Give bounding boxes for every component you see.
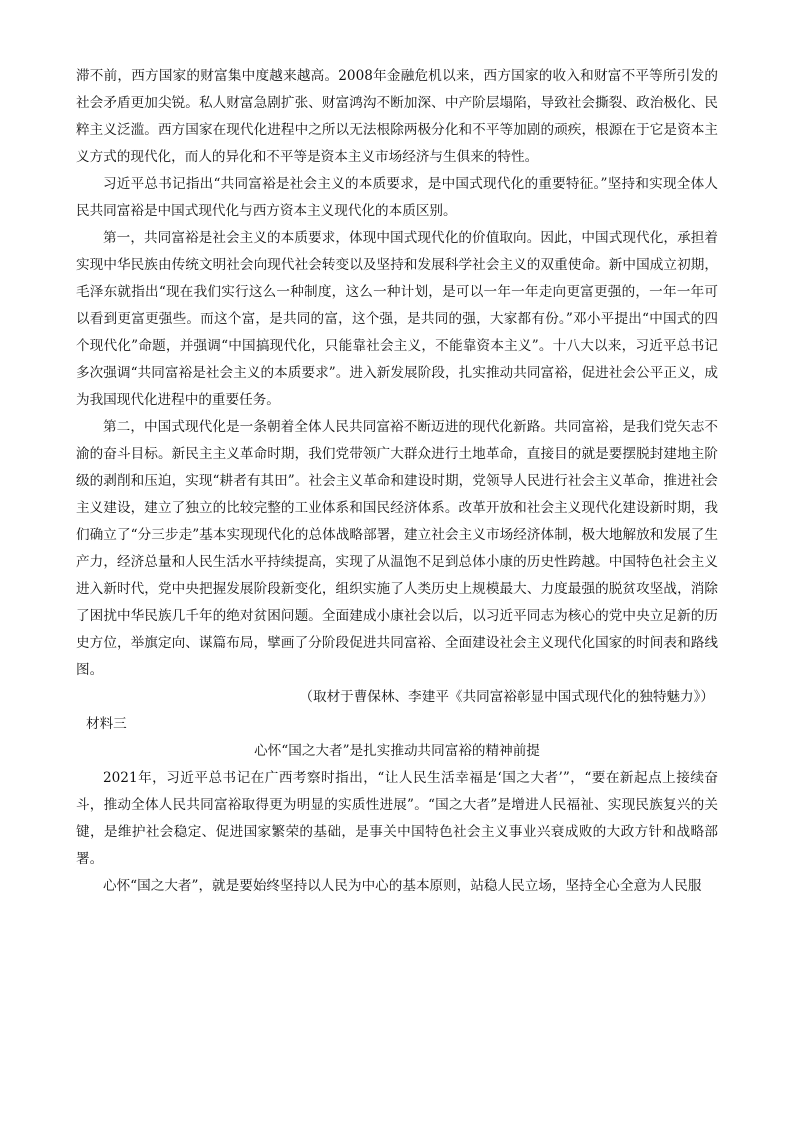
paragraph-point-two: 第二，中国式现代化是一条朝着全体人民共同富裕不断迈进的现代化新路。共同富裕，是我们党矢志不渝的奋斗目标。新民主主义革命时期，我们党带领广大群众进行土地革命，直接目的就是要摆脱封建地主阶级的剥削和压迫，实现“耕者有其田”。社会主义革命和建设时期，党领导人民进行社会主义革命，推进社会主义建设，建立了独立的比较完整的工业体系和国民经济体系。改革开放和社会主义现代化建设新时期，我们确立了“分三步走”基本实现现代化的总体战略部署，建立社会主义市场经济体制，极大地解放和发展了生产力，经济总量和人民生活水平持续提高，实现了从温饱不足到总体小康的历史性跨越。中国特色社会主义进入新时代，党中央把握发展阶段新变化，组织实施了人类历史上规模最大、力度最强的脱贫攻坚战，消除了困扰中华民族几千年的绝对贫困问题。全面建成小康社会以后，以习近平同志为核心的党中央立足新的历史方位，举旗定向、谋篇布局，擘画了分阶段促进共同富裕、全面建设社会主义现代化国家的时间表和路线图。 bbox=[76, 419, 718, 678]
paragraph-guangxi-visit: 2021年，习近平总书记在广西考察时指出，“让人民生活幸福是‘国之大者’”，“要在新起点上接续奋斗，推动全体人民共同富裕取得更为明显的实质性进展”。“国之大者”是增进人民福祉、实现民族复兴的关键，是维护社会稳定、促进国家繁荣的基础，是事关中国特色社会主义事业兴衰成败的大政方针和战略部署。 bbox=[76, 770, 718, 867]
document-page bbox=[76, 63, 718, 900]
source-citation: （取材于曹保林、李建平《共同富裕彰显中国式现代化的独特魅力》） bbox=[299, 689, 714, 705]
material-label: 材料三 bbox=[86, 716, 127, 732]
paragraph-common-prosperity-quote: 习近平总书记指出“共同富裕是社会主义的本质要求，是中国式现代化的重要特征。”坚持和实现全体人民共同富裕是中国式现代化与西方资本主义现代化的本质区别。 bbox=[76, 176, 718, 219]
paragraph-point-one: 第一，共同富裕是社会主义的本质要求，体现中国式现代化的价值取向。因此，中国式现代化，承担着实现中华民族由传统文明社会向现代社会转变以及坚持和发展科学社会主义的双重使命。新中国成立初期，毛泽东就指出“现在我们实行这么一种制度，这么一种计划，是可以一年一年走向更富更强的，一年一年可以看到更富更强些。而这个富，是共同的富，这个强，是共同的强，大家都有份。”邓小平提出“中国式的四个现代化”命题，并强调“中国搞现代化，只能靠社会主义，不能靠资本主义”。十八大以来，习近平总书记多次强调“共同富裕是社会主义的本质要求”。进入新发展阶段，扎实推动共同富裕，促进社会公平正义，成为我国现代化进程中的重要任务。 bbox=[76, 230, 718, 408]
paragraph-western-inequality: 滞不前，西方国家的财富集中度越来越高。2008年金融危机以来，西方国家的收入和财富不平等所引发的社会矛盾更加尖锐。私人财富急剧扩张、财富鸿沟不断加深、中产阶层塌陷，导致社会撕裂、政治极化、民粹主义泛滥。西方国家在现代化进程中之所以无法根除两极分化和不平等加剧的顽疾，根源在于它是资本主义方式的现代化，而人的异化和不平等是资本主义市场经济与生俱来的特性。 bbox=[76, 68, 718, 165]
paragraph-people-centered: 心怀“国之大者”，就是要始终坚持以人民为中心的基本原则，站稳人民立场，坚持全心全意为人民服 bbox=[103, 878, 702, 894]
section-heading: 心怀“国之大者”是扎实推动共同富裕的精神前提 bbox=[254, 743, 540, 759]
